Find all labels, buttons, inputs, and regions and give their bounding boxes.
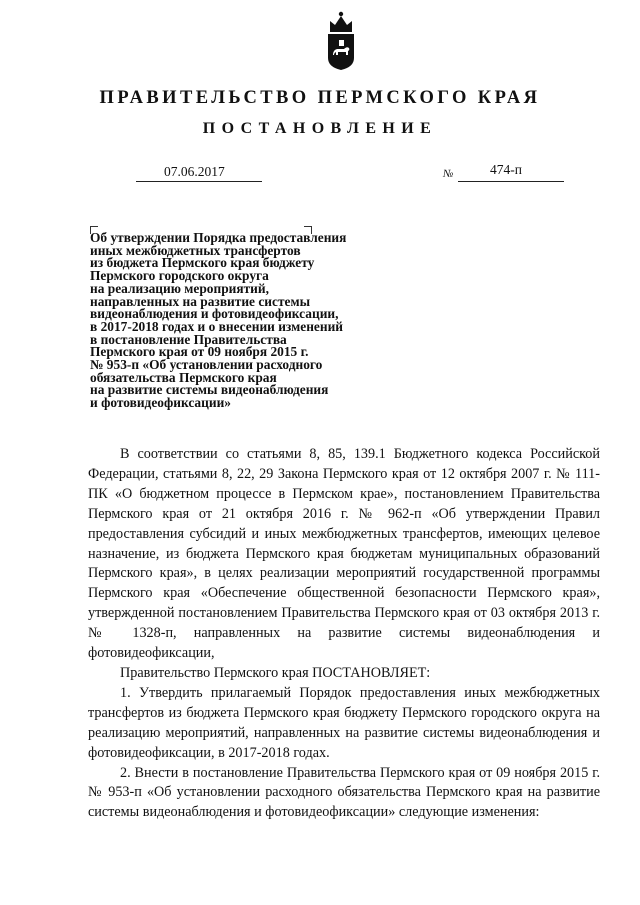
item-2-paragraph: 2. Внести в постановление Правительства Пермского края от 09 ноября 2015 г. № 953-п «Об установлении расходного обязательства Пермского края на развитие системы видеонаблюдения и фотовидеофиксации» следующие изменения:	[88, 764, 600, 821]
title-line: Пермского городского округа	[90, 268, 269, 284]
perm-krai-coat-of-arms-icon	[324, 8, 358, 72]
resolution-paragraph: Правительство Пермского края ПОСТАНОВЛЯЕТ:	[120, 664, 431, 681]
document-type: ПОСТАНОВЛЕНИЕ	[202, 120, 438, 137]
document-body	[88, 445, 600, 823]
title-line: на развитие системы видеонаблюдения	[90, 382, 329, 398]
document-number: 474-п	[490, 162, 522, 177]
title-line: Об утверждении Порядка предоставления	[90, 230, 347, 245]
preamble-paragraph: В соответствии со статьями 8, 85, 139.1 Бюджетного кодекса Российской Федерации, статьями 8, 22, 29 Закона Пермского края от 12 октября 2007 г. № 111-ПК «О бюджетном процессе в Пермском крае», постановлением Правительства Пермского края от 21 октября 2016 г. № 962-п «Об утверждении Правил предоставления субсидий и иных межбюджетных трансфертов, имеющих целевое назначение, из бюджета Пермского края бюджетам муниципальных образований Пермского края», в целях реализации мероприятий государственной программы Пермского края «Обеспечение общественной безопасности Пермского края», утвержденной постановлением Правительства Пермского края от 03 октября 2013 г. № 1328-п, направленных на развитие системы видеонаблюдения и фотовидеофиксации,	[88, 446, 600, 662]
document-date: 07.06.2017	[164, 164, 225, 179]
title-line: из бюджета Пермского края бюджету	[90, 255, 315, 271]
government-title: ПРАВИТЕЛЬСТВО ПЕРМСКОГО КРАЯ	[99, 88, 541, 108]
title-line: и фотовидеофиксации»	[90, 395, 231, 411]
title-line: в 2017-2018 годах и о внесении изменений	[90, 318, 343, 334]
number-sign: №	[443, 168, 454, 180]
item-1-paragraph: 1. Утвердить прилагаемый Порядок предоставления иных межбюджетных трансфертов из бюджета Пермского края бюджету Пермского городского округа на реализацию мероприятий, направленных на развитие системы видеонаблюдения и фотовидеофиксации, в 2017-2018 годах.	[88, 684, 600, 761]
title-line: иных межбюджетных трансфертов	[90, 242, 301, 258]
title-line: № 953-п «Об установлении расходного	[90, 357, 323, 373]
title-line: Пермского края от 09 ноября 2015 г.	[90, 344, 309, 360]
title-line: в постановление Правительства	[90, 331, 287, 347]
title-line: на реализацию мероприятий,	[90, 280, 269, 296]
title-line: направленных на развитие системы	[90, 293, 311, 309]
title-line: обязательства Пермского края	[90, 369, 277, 385]
title-line: видеонаблюдения и фотовидеофиксации,	[90, 306, 339, 322]
document-title	[90, 232, 390, 410]
